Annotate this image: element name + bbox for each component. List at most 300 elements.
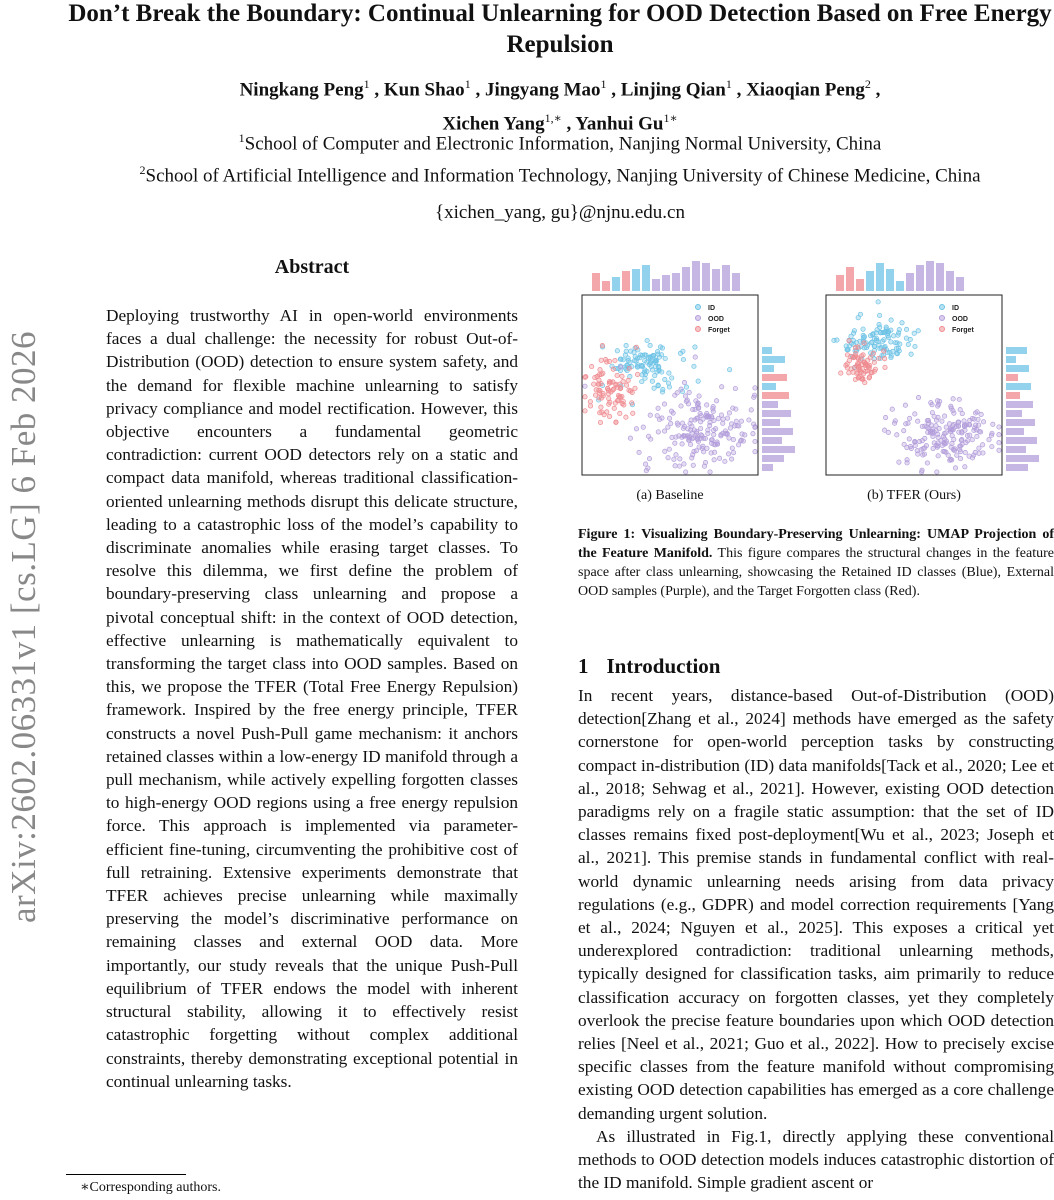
scatter-point (663, 356, 667, 360)
author-affiliation-mark: 2 (864, 77, 871, 91)
scatter-point (997, 432, 1001, 436)
scatter-point (706, 428, 710, 432)
histogram-bar (662, 275, 670, 291)
scatter-point (859, 363, 863, 367)
scatter-point (960, 442, 964, 446)
histogram-bar (896, 281, 904, 291)
author-affiliation-mark: 1∗ (663, 111, 678, 126)
scatter-point (653, 359, 657, 363)
legend-label: Forget (952, 327, 974, 334)
scatter-point (881, 349, 885, 353)
scatter-point (695, 436, 699, 440)
scatter-point (716, 417, 720, 421)
intro-paragraph-2: As illustrated in Fig.1, directly applying these conventional methods to OOD detection models induces catastrophic distortion of the ID manifold. Simple gradient ascent or (578, 1126, 1054, 1193)
histogram-bar (762, 464, 773, 471)
scatter-point (877, 356, 881, 360)
scatter-point (942, 431, 946, 435)
scatter-point (962, 419, 966, 423)
scatter-point (719, 432, 723, 436)
scatter-point (956, 420, 960, 424)
scatter-point (858, 367, 862, 371)
author-affiliation-mark: 1 (725, 77, 732, 91)
scatter-point (647, 456, 651, 460)
histogram-bar (652, 279, 660, 291)
scatter-point (675, 391, 679, 395)
scatter-point (895, 351, 899, 355)
scatter-point (952, 422, 956, 426)
scatter-point (690, 424, 694, 428)
scatter-point (678, 457, 682, 461)
scatter-point (687, 390, 691, 394)
scatter-point (929, 400, 933, 404)
scatter-point (600, 343, 604, 347)
introduction-text (578, 684, 1054, 1194)
scatter-point (730, 446, 734, 450)
legend-label: OOD (952, 316, 968, 323)
scatter-point (713, 443, 717, 447)
scatter-point (679, 404, 683, 408)
scatter-point (599, 358, 603, 362)
scatter-point (952, 411, 956, 415)
scatter-point (713, 427, 717, 431)
scatter-point (980, 443, 984, 447)
scatter-point (981, 420, 985, 424)
scatter-point (960, 437, 964, 441)
scatter-point (693, 355, 697, 359)
histogram-bar (762, 347, 772, 354)
scatter-point (607, 379, 611, 383)
scatter-point (861, 327, 865, 331)
scatter-point (855, 371, 859, 375)
scatter-point (942, 440, 946, 444)
scatter-point (698, 426, 702, 430)
scatter-point (667, 416, 671, 420)
histogram-bar (762, 365, 774, 372)
scatter-point (739, 419, 743, 423)
scatter-point (863, 380, 867, 384)
scatter-point (747, 418, 751, 422)
scatter-point (683, 394, 687, 398)
scatter-point (935, 470, 939, 474)
histogram-bar (886, 269, 894, 291)
scatter-point (967, 454, 971, 458)
scatter-point (594, 388, 598, 392)
scatter-point (640, 373, 644, 377)
scatter-point (723, 459, 727, 463)
scatter-point (968, 433, 972, 437)
scatter-point (640, 379, 644, 383)
scatter-point (688, 442, 692, 446)
histogram-bar (612, 277, 620, 291)
histogram-bar (762, 446, 795, 453)
scatter-point (953, 466, 957, 470)
scatter-point (652, 386, 656, 390)
author-name: Jingyang Mao (484, 79, 601, 101)
scatter-point (684, 385, 688, 389)
scatter-point (737, 424, 741, 428)
scatter-point (673, 464, 677, 468)
scatter-point (655, 414, 659, 418)
scatter-point (925, 425, 929, 429)
scatter-point (912, 331, 916, 335)
scatter-point (832, 338, 836, 342)
scatter-point (620, 394, 624, 398)
scatter-point (648, 413, 652, 417)
scatter-point (886, 430, 890, 434)
scatter-point (955, 453, 959, 457)
legend-label: OOD (708, 316, 724, 323)
legend-marker (940, 316, 945, 321)
scatter-point (679, 387, 683, 391)
scatter-point (752, 395, 756, 399)
scatter-point (632, 358, 636, 362)
histogram-bar (762, 401, 778, 408)
scatter-point (987, 438, 991, 442)
histogram-bar (1006, 392, 1020, 399)
scatter-point (729, 457, 733, 461)
author-name: Kun Shao (383, 79, 465, 101)
scatter-point (681, 349, 685, 353)
subfigure-caption: (a) Baseline (636, 488, 704, 503)
scatter-point (649, 437, 653, 441)
scatter-point (677, 464, 681, 468)
author-name: Xiaoqian Peng (746, 79, 865, 101)
figure-1 (578, 255, 1054, 505)
histogram-bar (762, 410, 791, 417)
histogram-bar (762, 392, 789, 399)
scatter-point (719, 385, 723, 389)
legend-label: ID (952, 305, 959, 312)
histogram-bar (1006, 356, 1016, 363)
scatter-point (990, 444, 994, 448)
author-affiliation-mark: 1 (600, 77, 607, 91)
scatter-point (935, 399, 939, 403)
scatter-point (721, 421, 725, 425)
histogram-bar (856, 279, 864, 291)
scatter-point (650, 379, 654, 383)
scatter-point (719, 413, 723, 417)
scatter-point (960, 411, 964, 415)
scatter-point (626, 378, 630, 382)
scatter-point (903, 403, 907, 407)
scatter-point (839, 371, 843, 375)
scatter-point (891, 334, 895, 338)
scatter-point (683, 470, 687, 474)
scatter-point (682, 462, 686, 466)
histogram-bar (936, 263, 944, 291)
scatter-point (997, 448, 1001, 452)
author-affiliation-mark: 1 (464, 77, 471, 91)
scatter-point (698, 411, 702, 415)
scatter-point (975, 434, 979, 438)
histogram-bar (946, 271, 954, 291)
scatter-point (845, 347, 849, 351)
scatter-point (697, 394, 701, 398)
scatter-point (913, 344, 917, 348)
histogram-bar (846, 267, 854, 291)
histogram-bar (692, 261, 700, 291)
scatter-point (973, 423, 977, 427)
scatter-point (693, 407, 697, 411)
scatter-point (602, 412, 606, 416)
contact-email: {xichen_yang, gu}@njnu.edu.cn (435, 202, 685, 223)
histogram-bar (1006, 374, 1018, 381)
scatter-point (964, 423, 968, 427)
figure-1-scatter-panels (578, 255, 1054, 505)
scatter-point (946, 453, 950, 457)
scatter-point (611, 367, 615, 371)
histogram-bar (1006, 437, 1037, 444)
scatter-point (865, 368, 869, 372)
scatter-point (680, 442, 684, 446)
legend-marker (696, 327, 701, 332)
scatter-point (950, 433, 954, 437)
scatter-point (583, 384, 587, 388)
scatter-point (631, 411, 635, 415)
caption-label: Figure 1: (578, 527, 636, 542)
scatter-point (870, 340, 874, 344)
scatter-point (619, 365, 623, 369)
scatter-point (619, 357, 623, 361)
histogram-bar (1006, 383, 1031, 390)
scatter-point (645, 338, 649, 342)
scatter-point (997, 425, 1001, 429)
scatter-point (867, 375, 871, 379)
scatter-point (957, 397, 961, 401)
scatter-point (701, 436, 705, 440)
histogram-bar (702, 263, 710, 291)
scatter-point (624, 415, 628, 419)
scatter-point (896, 333, 900, 337)
scatter-point (663, 377, 667, 381)
histogram-bar (1006, 446, 1026, 453)
scatter-point (743, 433, 747, 437)
scatter-point (697, 445, 701, 449)
histogram-bar (592, 273, 600, 291)
scatter-point (913, 412, 917, 416)
scatter-point (925, 461, 929, 465)
histogram-bar (1006, 464, 1028, 471)
histogram-bar (926, 261, 934, 291)
scatter-point (601, 391, 605, 395)
scatter-point (666, 455, 670, 459)
scatter-point (712, 458, 716, 462)
scatter-point (651, 353, 655, 357)
scatter-point (751, 431, 755, 435)
scatter-point (620, 374, 624, 378)
scatter-point (693, 345, 697, 349)
scatter-point (660, 346, 664, 350)
legend-marker (940, 305, 945, 310)
scatter-point (907, 437, 911, 441)
scatter-point (936, 441, 940, 445)
scatter-point (601, 371, 605, 375)
scatter-point (626, 358, 630, 362)
author-name: Xichen Yang (442, 113, 545, 135)
scatter-point (674, 435, 678, 439)
scatter-point (603, 357, 607, 361)
legend-marker (696, 316, 701, 321)
scatter-point (845, 353, 849, 357)
scatter-point (920, 424, 924, 428)
scatter-point (853, 354, 857, 358)
scatter-point (656, 406, 660, 410)
scatter-point (915, 419, 919, 423)
scatter-point (583, 395, 587, 399)
scatter-point (893, 419, 897, 423)
scatter-point (871, 351, 875, 355)
scatter-point (593, 393, 597, 397)
authors-line-2: Xichen Yang$^{1,∗}$ , Yanhui $Gu^{1∗}$ (442, 111, 678, 135)
scatter-point (874, 338, 878, 342)
scatter-point (963, 428, 967, 432)
scatter-point (915, 449, 919, 453)
scatter-point (889, 354, 893, 358)
scatter-point (941, 449, 945, 453)
histogram-bar (1006, 428, 1024, 435)
histogram-bar (1006, 365, 1029, 372)
scatter-point (900, 321, 904, 325)
scatter-point (667, 371, 671, 375)
scatter-point (714, 399, 718, 403)
caption-title: Visualizing Boundary-Preserving Unlearning: UMAP Projection of the Feature Manifold. (578, 527, 1054, 561)
scatter-point (667, 447, 671, 451)
scatter-point (612, 406, 616, 410)
scatter-point (605, 386, 609, 390)
scatter-point (904, 422, 908, 426)
histogram-bar (1006, 347, 1027, 354)
scatter-point (643, 368, 647, 372)
scatter-point (682, 434, 686, 438)
scatter-point (674, 453, 678, 457)
scatter-point (872, 360, 876, 364)
scatter-point (682, 380, 686, 384)
scatter-point (624, 343, 628, 347)
scatter-point (991, 422, 995, 426)
scatter-point (649, 359, 653, 363)
scatter-point (598, 420, 602, 424)
scatter-point (936, 435, 940, 439)
scatter-point (950, 441, 954, 445)
scatter-point (731, 450, 735, 454)
scatter-point (949, 458, 953, 462)
scatter-point (734, 419, 738, 423)
figure-1-caption (578, 525, 1054, 601)
scatter-point (708, 470, 712, 474)
histogram-bar (836, 275, 844, 291)
scatter-point (753, 425, 757, 429)
scatter-point (909, 352, 913, 356)
histogram-bar (672, 273, 680, 291)
histogram-bar (762, 356, 785, 363)
scatter-point (635, 372, 639, 376)
scatter-point (947, 422, 951, 426)
scatter-point (894, 346, 898, 350)
scatter-point (686, 402, 690, 406)
histogram-bar (642, 265, 650, 291)
subfigure-caption: (b) TFER (Ours) (867, 488, 961, 503)
histogram-bar (712, 269, 720, 291)
scatter-point (615, 373, 619, 377)
scatter-point (628, 389, 632, 393)
scatter-point (705, 415, 709, 419)
histogram-bar (906, 273, 914, 291)
scatter-point (666, 381, 670, 385)
scatter-point (672, 457, 676, 461)
scatter-point (889, 340, 893, 344)
scatter-point (940, 419, 944, 423)
scatter-point (858, 312, 862, 316)
scatter-point (958, 449, 962, 453)
scatter-point (583, 375, 587, 379)
scatter-point (732, 424, 736, 428)
scatter-point (712, 450, 716, 454)
scatter-point (883, 415, 887, 419)
scatter-point (725, 416, 729, 420)
scatter-point (929, 423, 933, 427)
scatter-point (692, 364, 696, 368)
scatter-point (656, 365, 660, 369)
scatter-point (614, 420, 618, 424)
scatter-point (588, 399, 592, 403)
histogram-bar (602, 281, 610, 291)
scatter-point (856, 376, 860, 380)
scatter-point (849, 334, 853, 338)
histogram-bar (732, 273, 740, 291)
scatter-point (923, 436, 927, 440)
scatter-point (958, 456, 962, 460)
scatter-point (936, 415, 940, 419)
scatter-point (681, 357, 685, 361)
scatter-point (620, 401, 624, 405)
scatter-point (864, 345, 868, 349)
author-affiliation-mark: 1 (363, 77, 370, 91)
scatter-point (644, 469, 648, 473)
scatter-point (861, 372, 865, 376)
scatter-point (637, 450, 641, 454)
scatter-point (931, 446, 935, 450)
scatter-point (615, 385, 619, 389)
scatter-point (882, 330, 886, 334)
scatter-point (930, 429, 934, 433)
scatter-point (666, 425, 670, 429)
scatter-point (856, 345, 860, 349)
authors-line-1: Ningkang Peng$^1$ , Kun Shao$^1$ , Jingyang Mao$^1$ , Linjing Qian$^1$ , Xiaoqian Peng$^2$ , (239, 77, 881, 101)
scatter-point (656, 384, 660, 388)
scatter-point (862, 335, 866, 339)
scatter-point (977, 446, 981, 450)
legend-label: ID (708, 305, 715, 312)
scatter-point (920, 468, 924, 472)
histogram-bar (1006, 455, 1039, 462)
scatter-point (942, 414, 946, 418)
scatter-point (641, 425, 645, 429)
scatter-point (890, 407, 894, 411)
scatter-point (997, 441, 1001, 445)
scatter-point (711, 433, 715, 437)
scatter-point (705, 446, 709, 450)
scatter-point (635, 365, 639, 369)
legend-marker (696, 305, 701, 310)
scatter-point (583, 409, 587, 413)
scatter-point (703, 460, 707, 464)
scatter-point (913, 443, 917, 447)
scatter-point (613, 358, 617, 362)
scatter-point (588, 404, 592, 408)
legend-label: Forget (708, 327, 730, 334)
arxiv-watermark: arXiv:2602.06331v1 [cs.LG] 6 Feb 2026 (4, 330, 43, 924)
scatter-point (916, 395, 920, 399)
